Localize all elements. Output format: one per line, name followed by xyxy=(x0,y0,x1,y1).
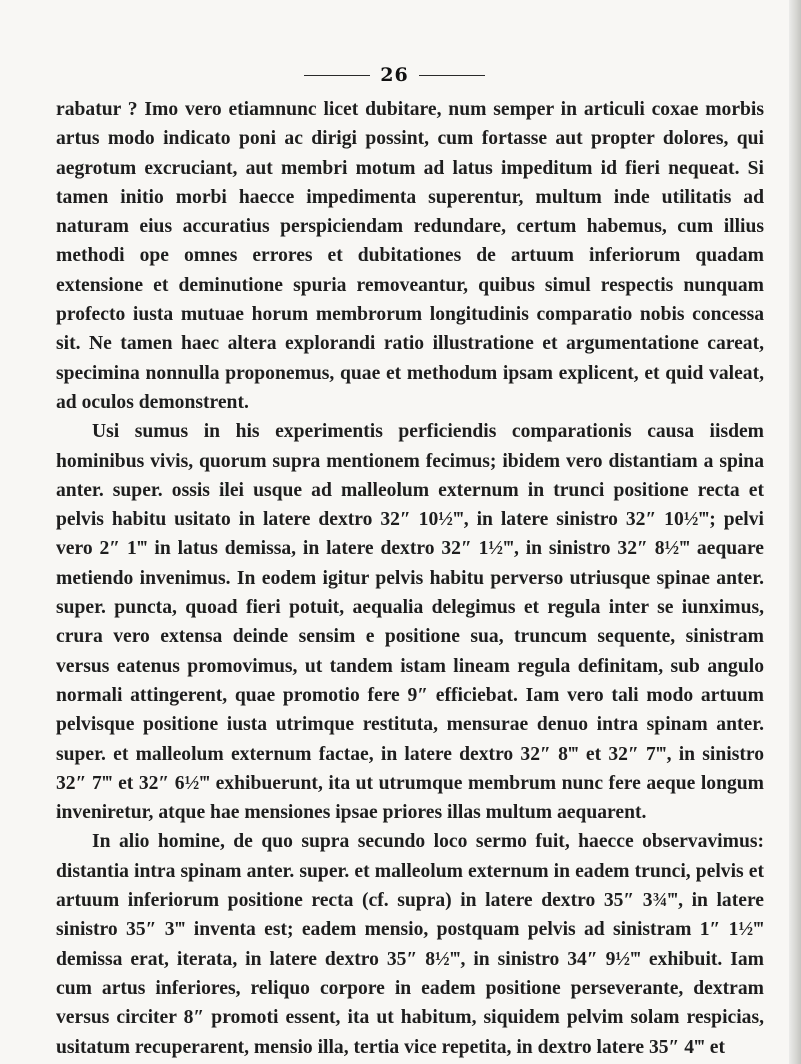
running-head xyxy=(0,64,789,86)
left-rule xyxy=(304,75,370,76)
paragraph-1: rabatur ? Imo vero etiamnunc licet dubitare, num semper in articuli coxae morbis artus modo indicato poni ac dirigi possint, cum fortasse aut propter dolores, qui aegrotum excruciant, aut membri motum ad latus impeditum id fieri nequeat. Si tamen initio morbi haecce impedimenta superentur, multum inde utilitatis ad naturam eius accuratius perspiciendam redundare, certum habemus, cum illius methodi ope omnes errores et dubitationes de artuum inferiorum quadam extensione et deminutione spuria removeantur, quibus simul respectis nunquam profecto iusta mutuae horum membrorum longitudinis comparatio nobis concessa sit. Ne tamen haec altera explorandi ratio illustratione et argumentatione careat, specimina nonnulla proponemus, quae et methodum ipsam explicent, et quid valeat, ad oculos demonstrent. xyxy=(56,99,764,413)
page-edge-shadow xyxy=(789,0,801,1064)
paragraph-3: In alio homine, de quo supra secundo loco sermo fuit, haecce observavimus: distantia intra spinam anter. super. et malleolum externum in eadem trunci, pelvis et artuum inferiorum positione recta (cf. supra) in latere dextro 35″ 3¾‴, in latere sinistro 35″ 3‴ inventa est; eadem mensio, postquam pelvis ad sinistram 1″ 1½‴ demissa erat, iterata, in latere dextro 35″ 8½‴, in sinistro 34″ 9½‴ exhibuit. Iam cum artus inferiores, reliquo corpore in eadem positione perseverante, dextram versus circiter 8″ promoti essent, ita ut habitum, siquidem pelvim solam respicias, usitatum recuperarent, mensio illa, tertia vice repetita, in dextro latere 35″ 4‴ et xyxy=(56,831,764,1058)
body-text xyxy=(56,95,764,1062)
page-number: 26 xyxy=(380,64,409,86)
paragraph-2: Usi sumus in his experimentis perficiendis comparationis causa iisdem hominibus vivis, quorum supra mentionem fecimus; ibidem vero distantiam a spina anter. super. ossis ilei usque ad malleolum externum in trunci positione recta et pelvis habitu usitato in latere dextro 32″ 10½‴, in latere sinistro 32″ 10½‴; pelvi vero 2″ 1‴ in latus demissa, in latere dextro 32″ 1½‴, in sinistro 32″ 8½‴ aequare metiendo invenimus. In eodem igitur pelvis habitu perverso utriusque spinae anter. super. puncta, quoad fieri potuit, aequalia delegimus et regula inter se iunximus, crura vero extensa deinde sensim e positione sua, truncum sequente, sinistram versus eatenus promovimus, ut tandem istam lineam regula definitam, sub angulo normali attingerent, quae promotio fere 9″ efficiebat. Iam vero tali modo artuum pelvisque positione iusta utrimque restituta, mensurae denuo intra spinam anter. super. et malleolum externum factae, in latere dextro 32″ 8‴ et 32″ 7‴, in sinistro 32″ 7‴ et 32″ 6½‴ exhibuerunt, ita ut utrumque membrum nunc fere aeque longum inveniretur, atque hae mensiones ipsae priores illas multum aequarent. xyxy=(56,421,764,824)
right-rule xyxy=(419,75,485,76)
